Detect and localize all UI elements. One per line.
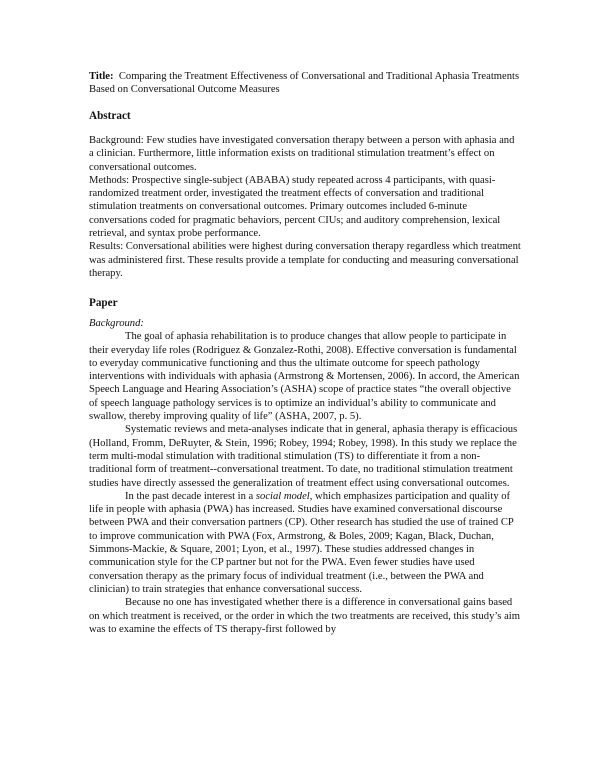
background-subheading: Background: <box>89 318 144 329</box>
paragraph-2: Systematic reviews and meta-analyses indicate that in general, aphasia therapy is efficacious (Holland, Fromm, DeRuyter, & Stein, 1996; Robey, 1994; Robey, 1998). In this study we replace the term multi-modal stimulation with traditional stimulation (TS) to differentiate it from a non-traditional form of treatment--conversational treatment. To date, no traditional stimulation treatment studies have directly assessed the generalization of treatment effect using conversational outcomes. <box>89 424 518 489</box>
paragraph-3 <box>89 490 521 596</box>
abstract-heading: Abstract <box>89 110 131 122</box>
paper-title <box>89 70 521 97</box>
abstract-background: Background: Few studies have investigated conversation therapy between a person with aphasia and a clinician. Furthermore, little information exists on traditional stimulation treatment’s effect on conversational outcomes. <box>89 135 515 173</box>
paragraph-3-pre: In the past decade interest in a <box>125 490 256 502</box>
paragraph-4: Because no one has investigated whether there is a difference in conversational gains based on which treatment is received, or the order in which the two treatments are received, this study’s aim was to examine the effects of TS therapy-first followed by <box>89 597 520 635</box>
paper-body <box>89 317 521 636</box>
paragraph-1: The goal of aphasia rehabilitation is to produce changes that allow people to participate in their everyday life roles (Rodriguez & Gonzalez-Rothi, 2008). Effective conversation is fundamental to everyday communicative functioning and thus the ultimate outcome for speech pathology interventions with individuals with aphasia (Armstrong & Mortensen, 2006). In accord, the American Speech Language and Hearing Association’s (ASHA) scope of practice states “the overall objective of speech language pathology services is to optimize an individual’s ability to communicate and swallow, thereby improving quality of life” (ASHA, 2007, p. 5). <box>89 331 520 423</box>
paragraph-3-post: , which emphasizes participation and quality of life in people with aphasia (PWA) has increased. Studies have examined conversational discourse between PWA and their conversation partners (CP). Other research has studied the use of trained CP to improve communication with PWA (Fox, Armstrong, & Boles, 2009; Kagan, Black, Duchan, Simmons-Mackie, & Square, 2001; Lyon, et al., 1997). These studies addressed changes in communication style for the CP partner but not for the PWA. Even fewer studies have used conversation therapy as the primary focus of individual treatment (i.e., between the PWA and clinician) to train strategies that enhance conversational success. <box>89 490 514 595</box>
abstract-methods: Methods: Prospective single-subject (ABABA) study repeated across 4 participants, with quasi-randomized treatment order, investigated the treatment effects of conversation and traditional stimulation treatments on conversational outcomes. Primary outcomes included 6-minute conversations coded for pragmatic behaviors, percent CIUs; and auditory comprehension, lexical retrieval, and syntax probe performance. <box>89 174 501 240</box>
title-text: Comparing the Treatment Effectiveness of Conversational and Traditional Aphasia Treatments Based on Conversational Outcome Measures <box>89 71 520 96</box>
social-model-emphasis: social model <box>255 490 310 502</box>
abstract-body <box>89 134 521 280</box>
title-label: Title: <box>89 71 114 82</box>
abstract-results: Results: Conversational abilities were highest during conversation therapy regardless which treatment was administered first. These results provide a template for conducting and measuring conversational therapy. <box>89 241 521 279</box>
paper-heading: Paper <box>89 297 118 309</box>
